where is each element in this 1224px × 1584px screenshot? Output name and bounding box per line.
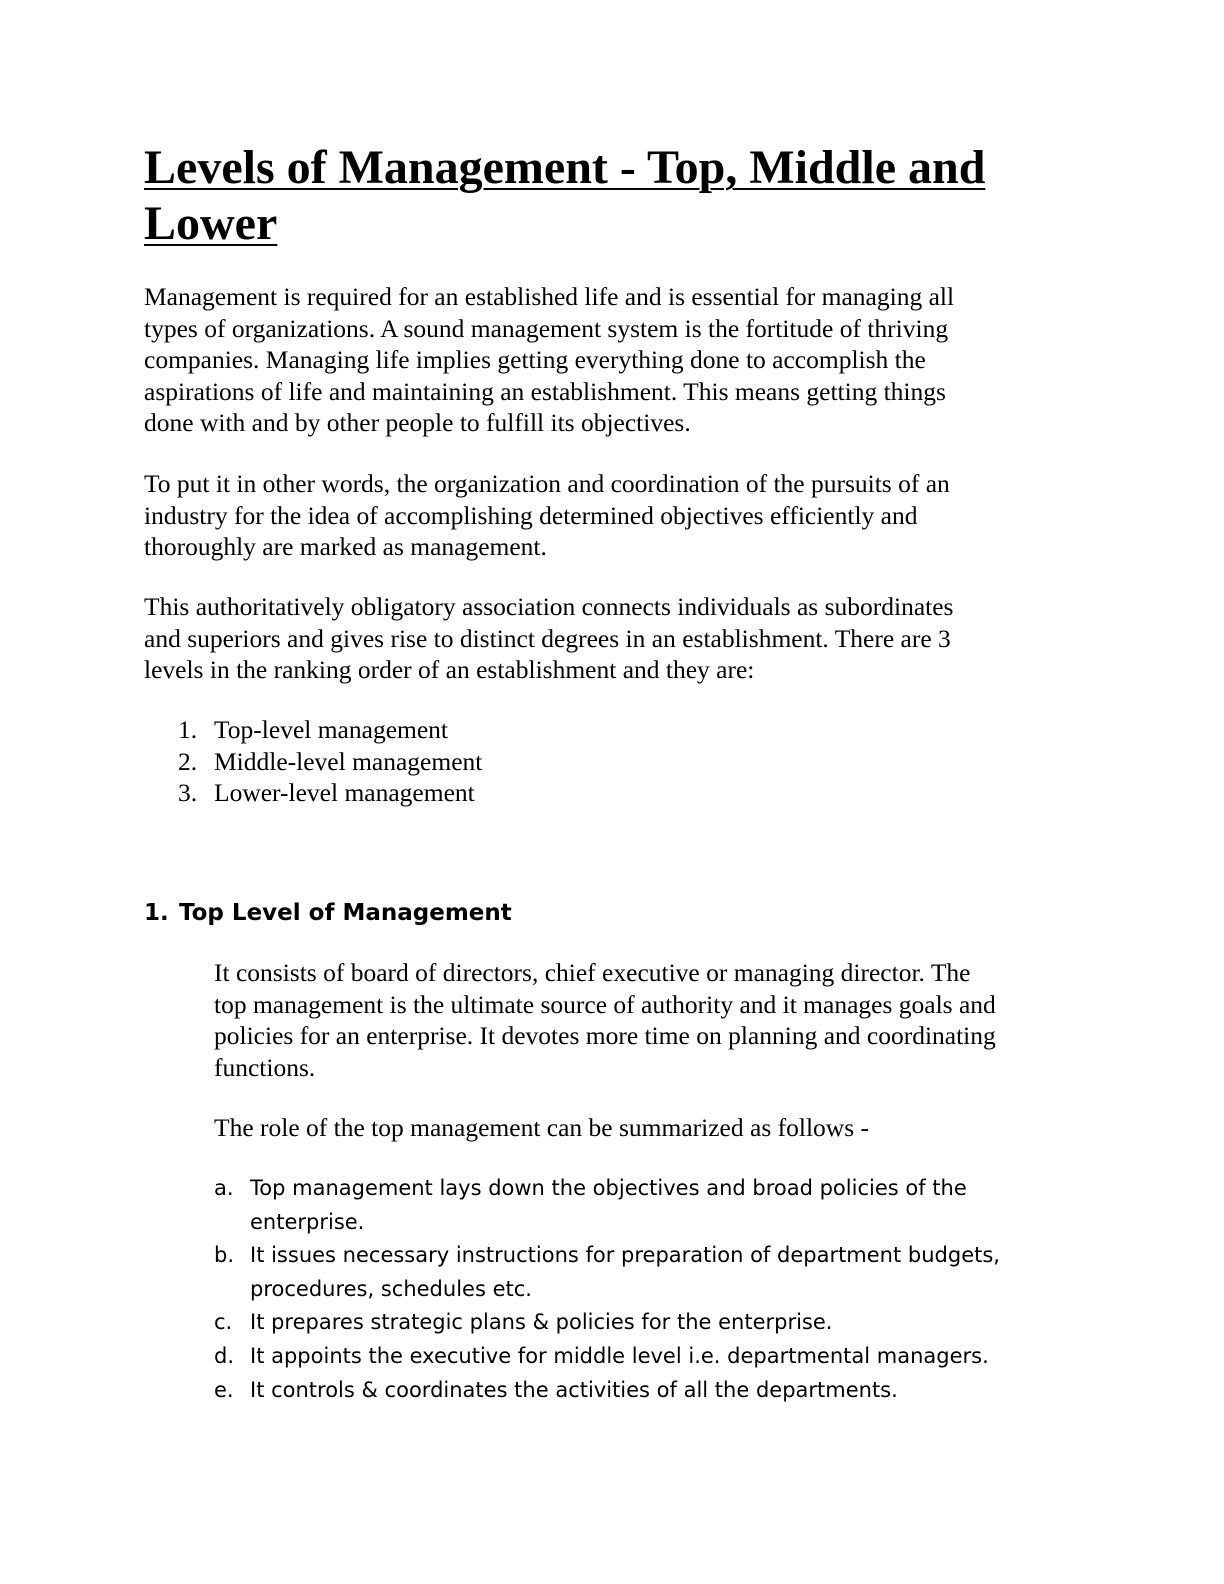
- list-item: [214, 1340, 1000, 1374]
- text-line: aspirations of life and maintaining an establishment. This means getting things: [144, 376, 946, 406]
- list-marker: a.: [214, 1176, 234, 1200]
- definition-paragraph: [144, 468, 1064, 563]
- list-item-text: Top management lays down the objectives and broad policies of the: [250, 1176, 967, 1200]
- list-marker: c.: [214, 1310, 233, 1335]
- title-line: Levels of Management - Top, Middle and: [144, 141, 986, 194]
- list-item-text: Lower-level management: [214, 778, 475, 808]
- page-title: [144, 140, 1104, 252]
- text-line: levels in the ranking order of an establishment and they are:: [144, 655, 755, 684]
- list-item: [144, 746, 482, 778]
- list-item-text: Middle-level management: [214, 746, 483, 776]
- text-line: It consists of board of directors, chief executive or managing director. The: [214, 958, 971, 987]
- list-marker: b.: [214, 1243, 235, 1268]
- levels-intro-paragraph: [144, 591, 1064, 686]
- list-item: [214, 1172, 1000, 1239]
- list-marker: 3.: [178, 778, 198, 808]
- levels-list: [144, 714, 482, 809]
- text-line: thoroughly are marked as management.: [144, 532, 547, 561]
- section-paragraph: [214, 1112, 1094, 1144]
- text-line: top management is the ultimate source of authority and it manages goals and: [214, 989, 996, 1019]
- text-line: done with and by other people to fulfill its objectives.: [144, 408, 691, 437]
- intro-paragraph: [144, 281, 1064, 439]
- text-line: companies. Managing life implies getting everything done to accomplish the: [144, 345, 926, 374]
- list-marker: 1.: [178, 715, 198, 744]
- text-line: and superiors and gives rise to distinct degrees in an establishment. There are 3: [144, 623, 951, 653]
- list-item-text: It controls & coordinates the activities of all the departments.: [250, 1377, 898, 1402]
- list-item: [144, 777, 482, 809]
- list-item-text: Top-level management: [214, 715, 448, 744]
- list-item: [214, 1374, 1000, 1408]
- list-item: [144, 714, 482, 746]
- section-title: Top Level of Management: [179, 900, 512, 926]
- list-marker: e.: [214, 1377, 234, 1402]
- text-line: Management is required for an established life and is essential for managing all: [144, 282, 955, 311]
- list-item-text: procedures, schedules etc.: [250, 1276, 532, 1301]
- text-line: The role of the top management can be summarized as follows -: [214, 1113, 869, 1142]
- title-line: Lower: [144, 197, 278, 250]
- text-line: industry for the idea of accomplishing determined objectives efficiently and: [144, 500, 918, 530]
- text-line: To put it in other words, the organization and coordination of the pursuits of an: [144, 469, 950, 498]
- roles-list: [214, 1172, 1000, 1407]
- text-line: This authoritatively obligatory association connects individuals as subordinates: [144, 592, 954, 621]
- list-item-text: It appoints the executive for middle level i.e. departmental managers.: [250, 1343, 989, 1368]
- section-paragraph: [214, 957, 1094, 1084]
- list-item: [214, 1239, 1000, 1306]
- list-item-text: It prepares strategic plans & policies for the enterprise.: [250, 1310, 833, 1335]
- list-item-text: enterprise.: [250, 1209, 365, 1234]
- list-marker: d.: [214, 1343, 235, 1368]
- text-line: functions.: [214, 1053, 316, 1083]
- text-line: policies for an enterprise. It devotes more time on planning and coordinating: [214, 1021, 996, 1051]
- text-line: types of organizations. A sound management system is the fortitude of thriving: [144, 313, 949, 343]
- list-item: [214, 1306, 1000, 1340]
- section-number: 1.: [144, 900, 169, 926]
- list-marker: 2.: [178, 746, 198, 776]
- list-item-text: It issues necessary instructions for preparation of department budgets,: [250, 1243, 1000, 1268]
- section-heading: [144, 896, 512, 930]
